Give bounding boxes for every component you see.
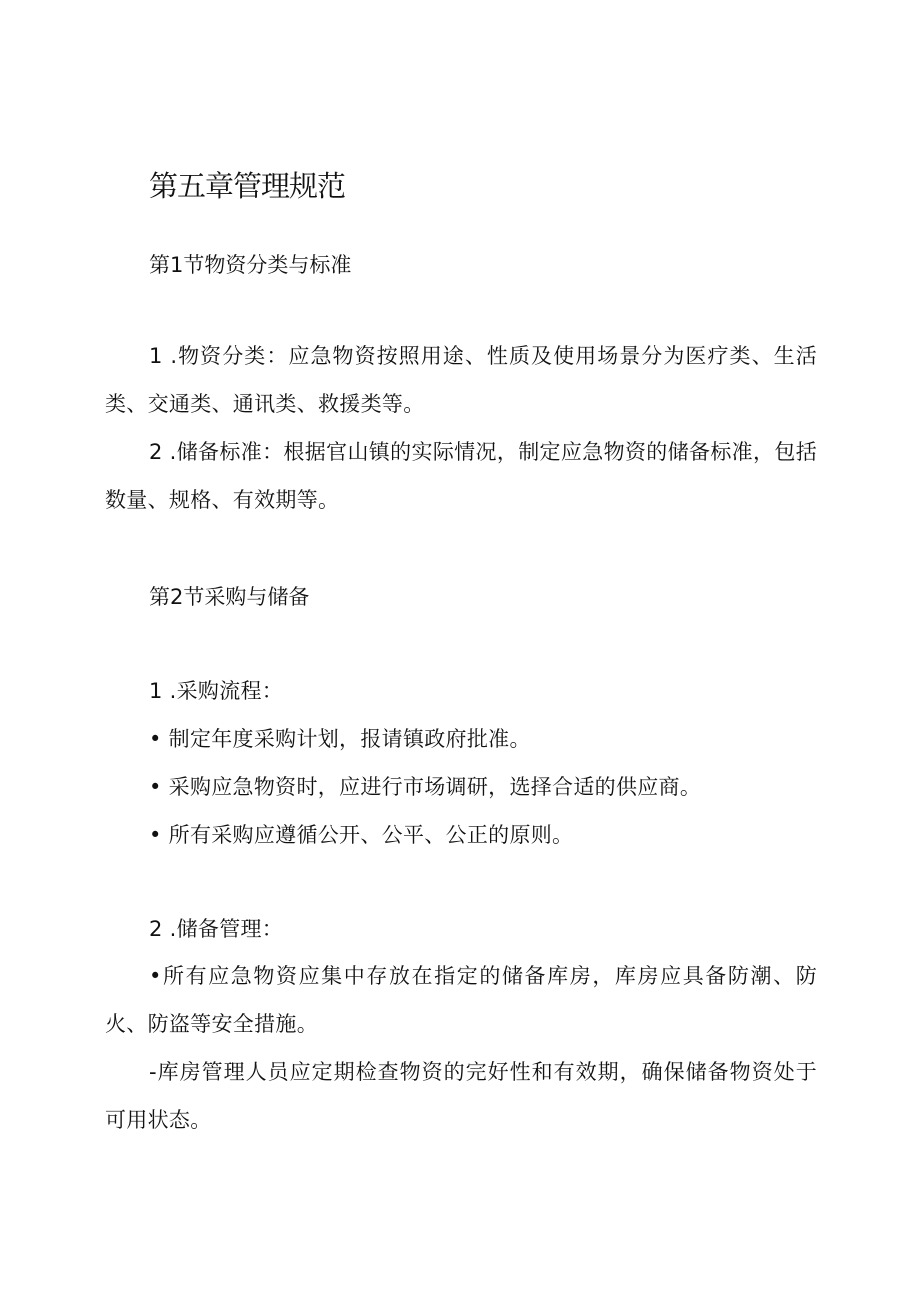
classification-paragraph: 1 .物资分类：应急物资按照用途、性质及使用场景分为医疗类、生活类、交通类、通讯类、救援类等。 [105,344,817,416]
procurement-bullet-3: • 所有采购应遵循公开、公平、公正的原则。 [149,823,574,847]
section-title-1: 第1节物资分类与标准 [149,253,352,277]
storage-paragraph-2: -库房管理人员应定期检查物资的完好性和有效期，确保储备物资处于可用状态。 [105,1060,817,1132]
procurement-heading: 1 .采购流程： [149,679,284,703]
chapter-title: 第五章管理规范 [149,169,346,203]
standard-paragraph: 2 .储备标准：根据官山镇的实际情况，制定应急物资的储备标准，包括数量、规格、有效期等。 [105,440,817,512]
section-title-2: 第2节采购与储备 [149,585,310,609]
procurement-bullet-1: • 制定年度采购计划，报请镇政府批准。 [149,727,531,751]
storage-paragraph-1: •所有应急物资应集中存放在指定的储备库房，库房应具备防潮、防火、防盗等安全措施。 [105,964,817,1036]
storage-heading: 2 .储备管理： [149,917,284,941]
procurement-bullet-2: • 采购应急物资时，应进行市场调研，选择合适的供应商。 [149,775,702,799]
